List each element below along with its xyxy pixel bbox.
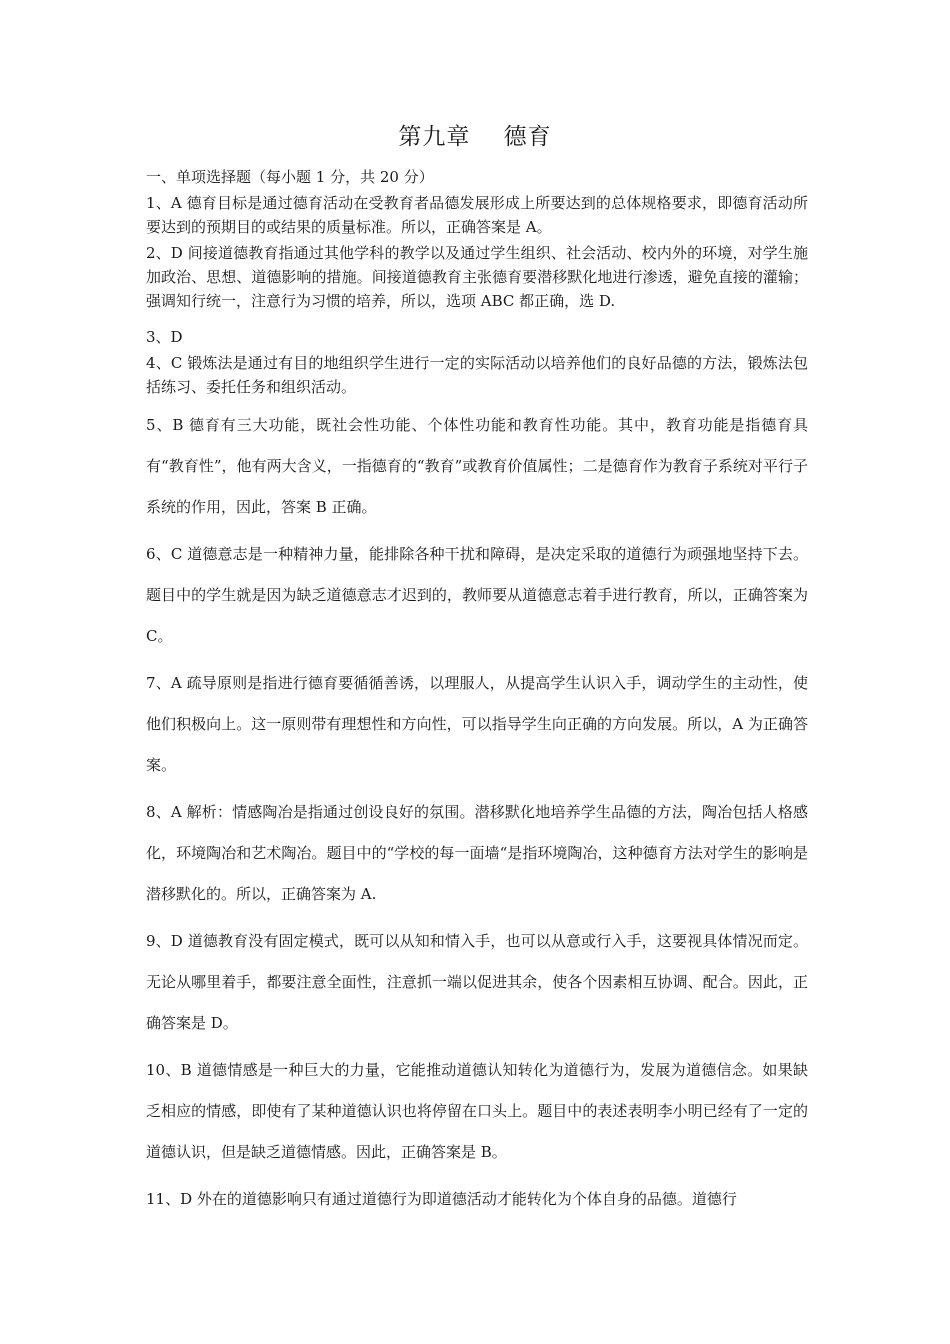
answer-10: 10、B 道德情感是一种巨大的力量，它能推动道德认知转化为道德行为，发展为道德信念。如果缺乏相应的情感，即使有了某种道德认识也将停留在口头上。题目中的表述表明李小明已经有了一定的道德认识，但是缺乏道德情感。因此，正确答案是 B。 — [146, 1061, 808, 1161]
answer-9: 9、D 道德教育没有固定模式，既可以从知和情入手，也可以从意或行入手，这要视具体情况而定。无论从哪里着手，都要注意全面性，注意抓一端以促进其余，使各个因素相互协调、配合。因此，正确答案是 D。 — [146, 932, 808, 1032]
answer-content — [146, 164, 808, 1220]
answer-6: 6、C 道德意志是一种精神力量，能排除各种干扰和障碍，是决定采取的道德行为顽强地坚持下去。题目中的学生就是因为缺乏道德意志才迟到的，教师要从道德意志着手进行教育，所以，正确答案为 C。 — [146, 545, 808, 645]
answer-11: 11、D 外在的道德影响只有通过道德行为即道德活动才能转化为个体自身的品德。道德行 — [146, 1190, 737, 1208]
answer-5: 5、B 德育有三大功能，既社会性功能、个体性功能和教育性功能。其中，教育功能是指德育具有“教育性”，他有两大含义，一指德育的“教育”或教育价值属性；二是德育作为教育子系统对平行子系统的作用，因此，答案 B 正确。 — [146, 416, 808, 516]
answer-7: 7、A 疏导原则是指进行德育要循循善诱，以理服人，从提高学生认识入手，调动学生的主动性，使他们积极向上。这一原则带有理想性和方向性，可以指导学生向正确的方向发展。所以，A 为正确答案。 — [146, 674, 808, 774]
answer-8: 8、A 解析：情感陶冶是指通过创设良好的氛围。潜移默化地培养学生品德的方法，陶冶包括人格感化，环境陶冶和艺术陶冶。题目中的“学校的每一面墙“是指环境陶冶，这种德育方法对学生的影响是潜移默化的。所以，正确答案为 A. — [146, 803, 808, 903]
answer-1: 1、A 德育目标是通过德育活动在受教育者品德发展形成上所要达到的总体规格要求，即德育活动所要达到的预期目的或结果的质量标准。所以，正确答案是 A。 — [146, 194, 808, 236]
answer-2-part-a — [146, 241, 808, 313]
answer-2: 2、D 间接道德教育指通过其他学科的教学以及通过学生组织、社会活动、校内外的环境，对学生施加政治、思想、道德影响的措施。间接道德教育主张德育要潜移默化地进行渗透，避免直接的灌输；强调知行统一，注意行为习惯的培养，所以，选项 ABC 都正确，选 D. — [146, 244, 808, 310]
answer-3: 3、D — [146, 328, 183, 346]
chapter-title: 第九章 德育 — [398, 124, 552, 150]
answer-4: 4、C 锻炼法是通过有目的地组织学生进行一定的实际活动以培养他们的良好品德的方法，锻炼法包括练习、委托任务和组织活动。 — [146, 354, 808, 396]
section-heading: 一、单项选择题（每小题 1 分，共 20 分） — [146, 168, 434, 186]
